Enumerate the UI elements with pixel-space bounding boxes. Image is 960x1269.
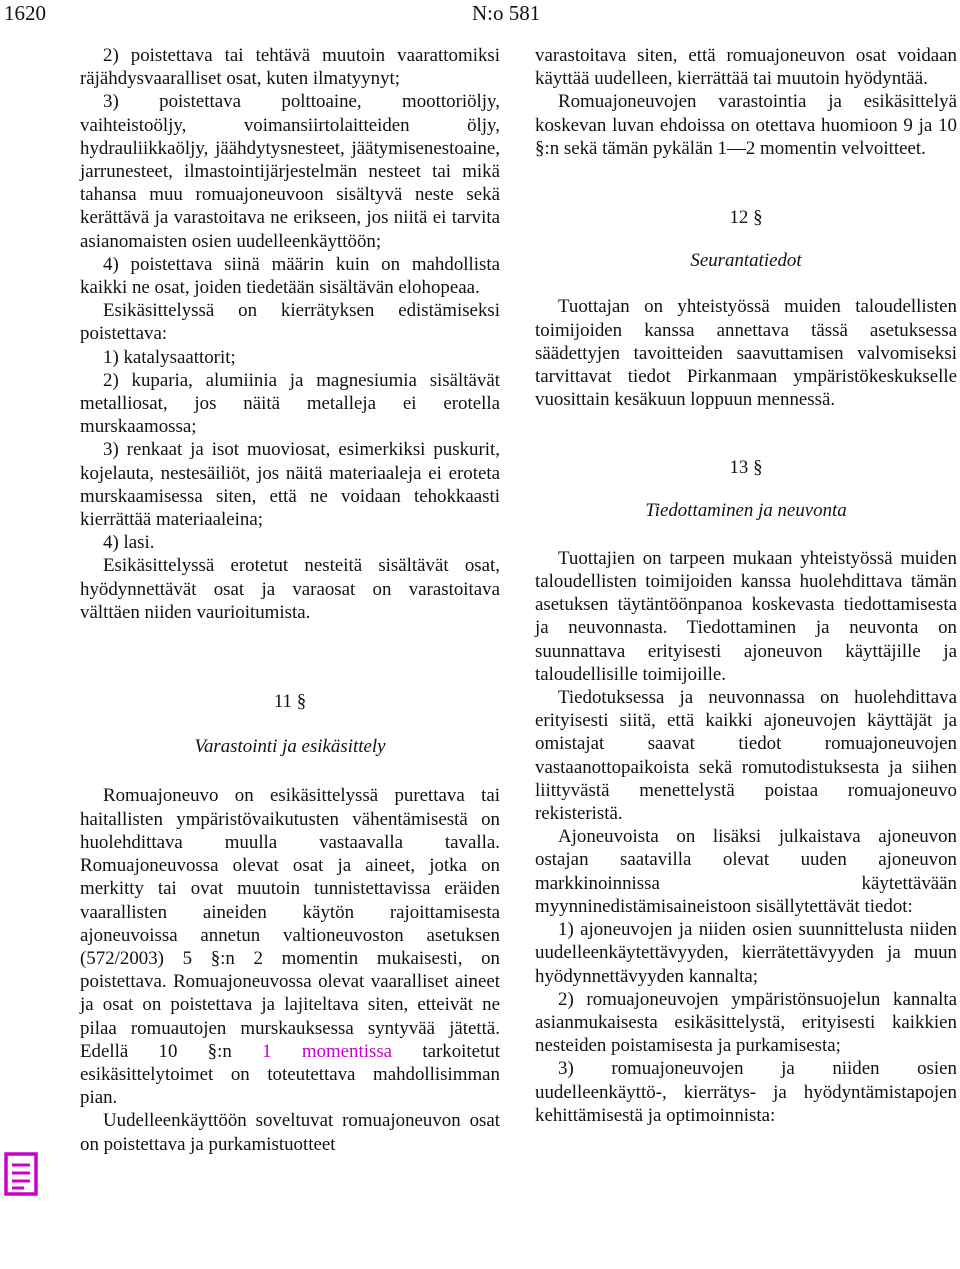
paragraph: 2) romuajoneuvojen ympäristönsuojelun kannalta asianmukaisesta esikäsittelystä, erityisesti kaikkien nesteiden poistamisesta ja purkamisesta; xyxy=(535,988,957,1057)
paragraph: 2) poistettava tai tehtävä muutoin vaarattomiksi räjähdysvaaralliset osat, kuten ilmatyynyt; xyxy=(80,45,500,90)
page-number: 1620 xyxy=(4,1,46,25)
left-column xyxy=(80,44,500,1156)
paragraph: 3) poistettava polttoaine, moottoriöljy, vaihteistoöljy, voimansiirtolaitteiden öljy, hydrauliikkaöljy, jäähdytysnesteet, jäätymisenestoaine, jarrunesteet, ilmastointijärjestelmän nesteet tai mikä tahansa muu romuajoneuvoon sisältyvä neste sekä kerättävä ja varastoitava ne erikseen, jos niitä ei tarvita asianomaisten osien uudelleenkäyttöön; xyxy=(80,91,500,252)
section-number: 11 § xyxy=(273,691,307,713)
paragraph xyxy=(80,784,500,1109)
section-title: Tiedottaminen ja neuvonta xyxy=(645,499,847,521)
paragraph: 3) renkaat ja isot muoviosat, esimerkiksi puskurit, kojelauta, nestesäiliöt, jos näitä materiaaleja ei eroteta murskaamisessa siten, että ne voidaan tehokkaasti kierrättää materiaaleina; xyxy=(80,439,500,531)
paragraph: 1) katalysaattorit; xyxy=(103,346,236,368)
paragraph: Romuajoneuvojen varastointia ja esikäsittelyä koskevan luvan ehdoissa on otettava huomioon 9 ja 10 §:n sekä tämän pykälän 1—2 momentin velvoitteet. xyxy=(535,91,957,159)
page-header xyxy=(0,0,960,32)
paragraph: Esikäsittelyssä erotetut nesteitä sisältävät osat, hyödynnettävät osat ja varaosat on varastoitava välttäen niiden vaurioitumista. xyxy=(80,555,500,623)
right-column xyxy=(535,44,957,1127)
section-number: 13 § xyxy=(729,457,763,479)
paragraph: varastoitava siten, että romuajoneuvon osat voidaan käyttää uudelleen, kierrättää tai muutoin hyödyntää. xyxy=(535,45,957,90)
paragraph: 2) kuparia, alumiinia ja magnesiumia sisältävät metalliosat, jos näitä metalleja ei erotella murskaamossa; xyxy=(80,369,500,438)
paragraph: Tiedotuksessa ja neuvonnassa on huolehdittava erityisesti siitä, että kaikki ajoneuvojen käyttäjät ja omistajat saavat tiedot romuajoneuvojen vastaanottopaikoista sekä romutodistuksesta ja siihen liittyvästä menettelystä poistaa romuajoneuvo rekisteristä. xyxy=(535,687,957,825)
document-note-icon[interactable] xyxy=(4,1152,38,1198)
section-number: 12 § xyxy=(729,207,763,229)
paragraph: 4) lasi. xyxy=(103,532,155,554)
issue-number: N:o 581 xyxy=(472,1,541,25)
paragraph-text: tarkoitetut esikäsittelytoimet on toteutettava mahdollisimman pian. xyxy=(80,1040,500,1109)
momentti-link[interactable]: 1 momentissa xyxy=(262,1040,393,1062)
paragraph-text: Romuajoneuvo on esikäsittelyssä purettava tai haitallisten ympäristövaikutusten vähentämisestä on huolehdittava muulla vastaavalla tavalla. Romuajoneuvossa olevat osat ja aineet, jotka on merkitty tai ovat muutoin tunnistettavissa eräiden vaarallisten aineiden käytön rajoittamisesta ajoneuvoissa annetun valtioneuvoston asetuksen (572/2003) 5 §:n 2 momentin mukaisesti, on poistettava. Romuajoneuvossa olevat vaaralliset aineet ja osat on poistettava ja lajiteltava siten, etteivät ne pilaa romuautojen murskauksessa syntyvää jätettä. Edellä 10 §:n xyxy=(80,785,500,1062)
section-title: Seurantatiedot xyxy=(690,250,802,272)
paragraph: 3) romuajoneuvojen ja niiden osien uudelleenkäyttö-, kierrätys- ja hyödyntämistapojen kehittämisestä ja optimoinnista: xyxy=(535,1058,957,1126)
paragraph: Tuottajien on tarpeen mukaan yhteistyössä muiden taloudellisten toimijoiden kanssa huolehdittava tämän asetuksen täytäntöönpanoa koskevasta tiedottamisesta ja neuvonnasta. Tiedottaminen ja neuvonta on suunnattava erityisesti ajoneuvon käyttäjille ja taloudellisille toimijoille. xyxy=(535,547,957,685)
paragraph: 1) ajoneuvojen ja niiden osien suunnittelusta niiden uudelleenkäytettävyyden, kierrätettävyyden ja muun hyödynnettävyyden kannalta; xyxy=(535,919,957,987)
paragraph: 4) poistettava siinä määrin kuin on mahdollista kaikki ne osat, joiden tiedetään sisältävän elohopeaa. xyxy=(80,253,500,299)
paragraph: Esikäsittelyssä on kierrätyksen edistämiseksi poistettava: xyxy=(80,300,500,345)
paragraph: Uudelleenkäyttöön soveltuvat romuajoneuvon osat on poistettava ja purkamistuotteet xyxy=(80,1110,500,1155)
paragraph: Tuottajan on yhteistyössä muiden taloudellisten toimijoiden kanssa annettava tässä asetuksessa säädettyjen tavoitteiden saavuttamisen valvomiseksi tarvittavat tiedot Pirkanmaan ympäristökeskukselle vuosittain kesäkuun loppuun mennessä. xyxy=(535,296,957,411)
section-title: Varastointi ja esikäsittely xyxy=(194,736,386,758)
paragraph: Ajoneuvoista on lisäksi julkaistava ajoneuvon ostajan saatavilla olevat uuden ajoneuvon markkinoinnissa käytettävään myynninedistämisaineistoon sisällytettävät tiedot: xyxy=(535,826,957,917)
